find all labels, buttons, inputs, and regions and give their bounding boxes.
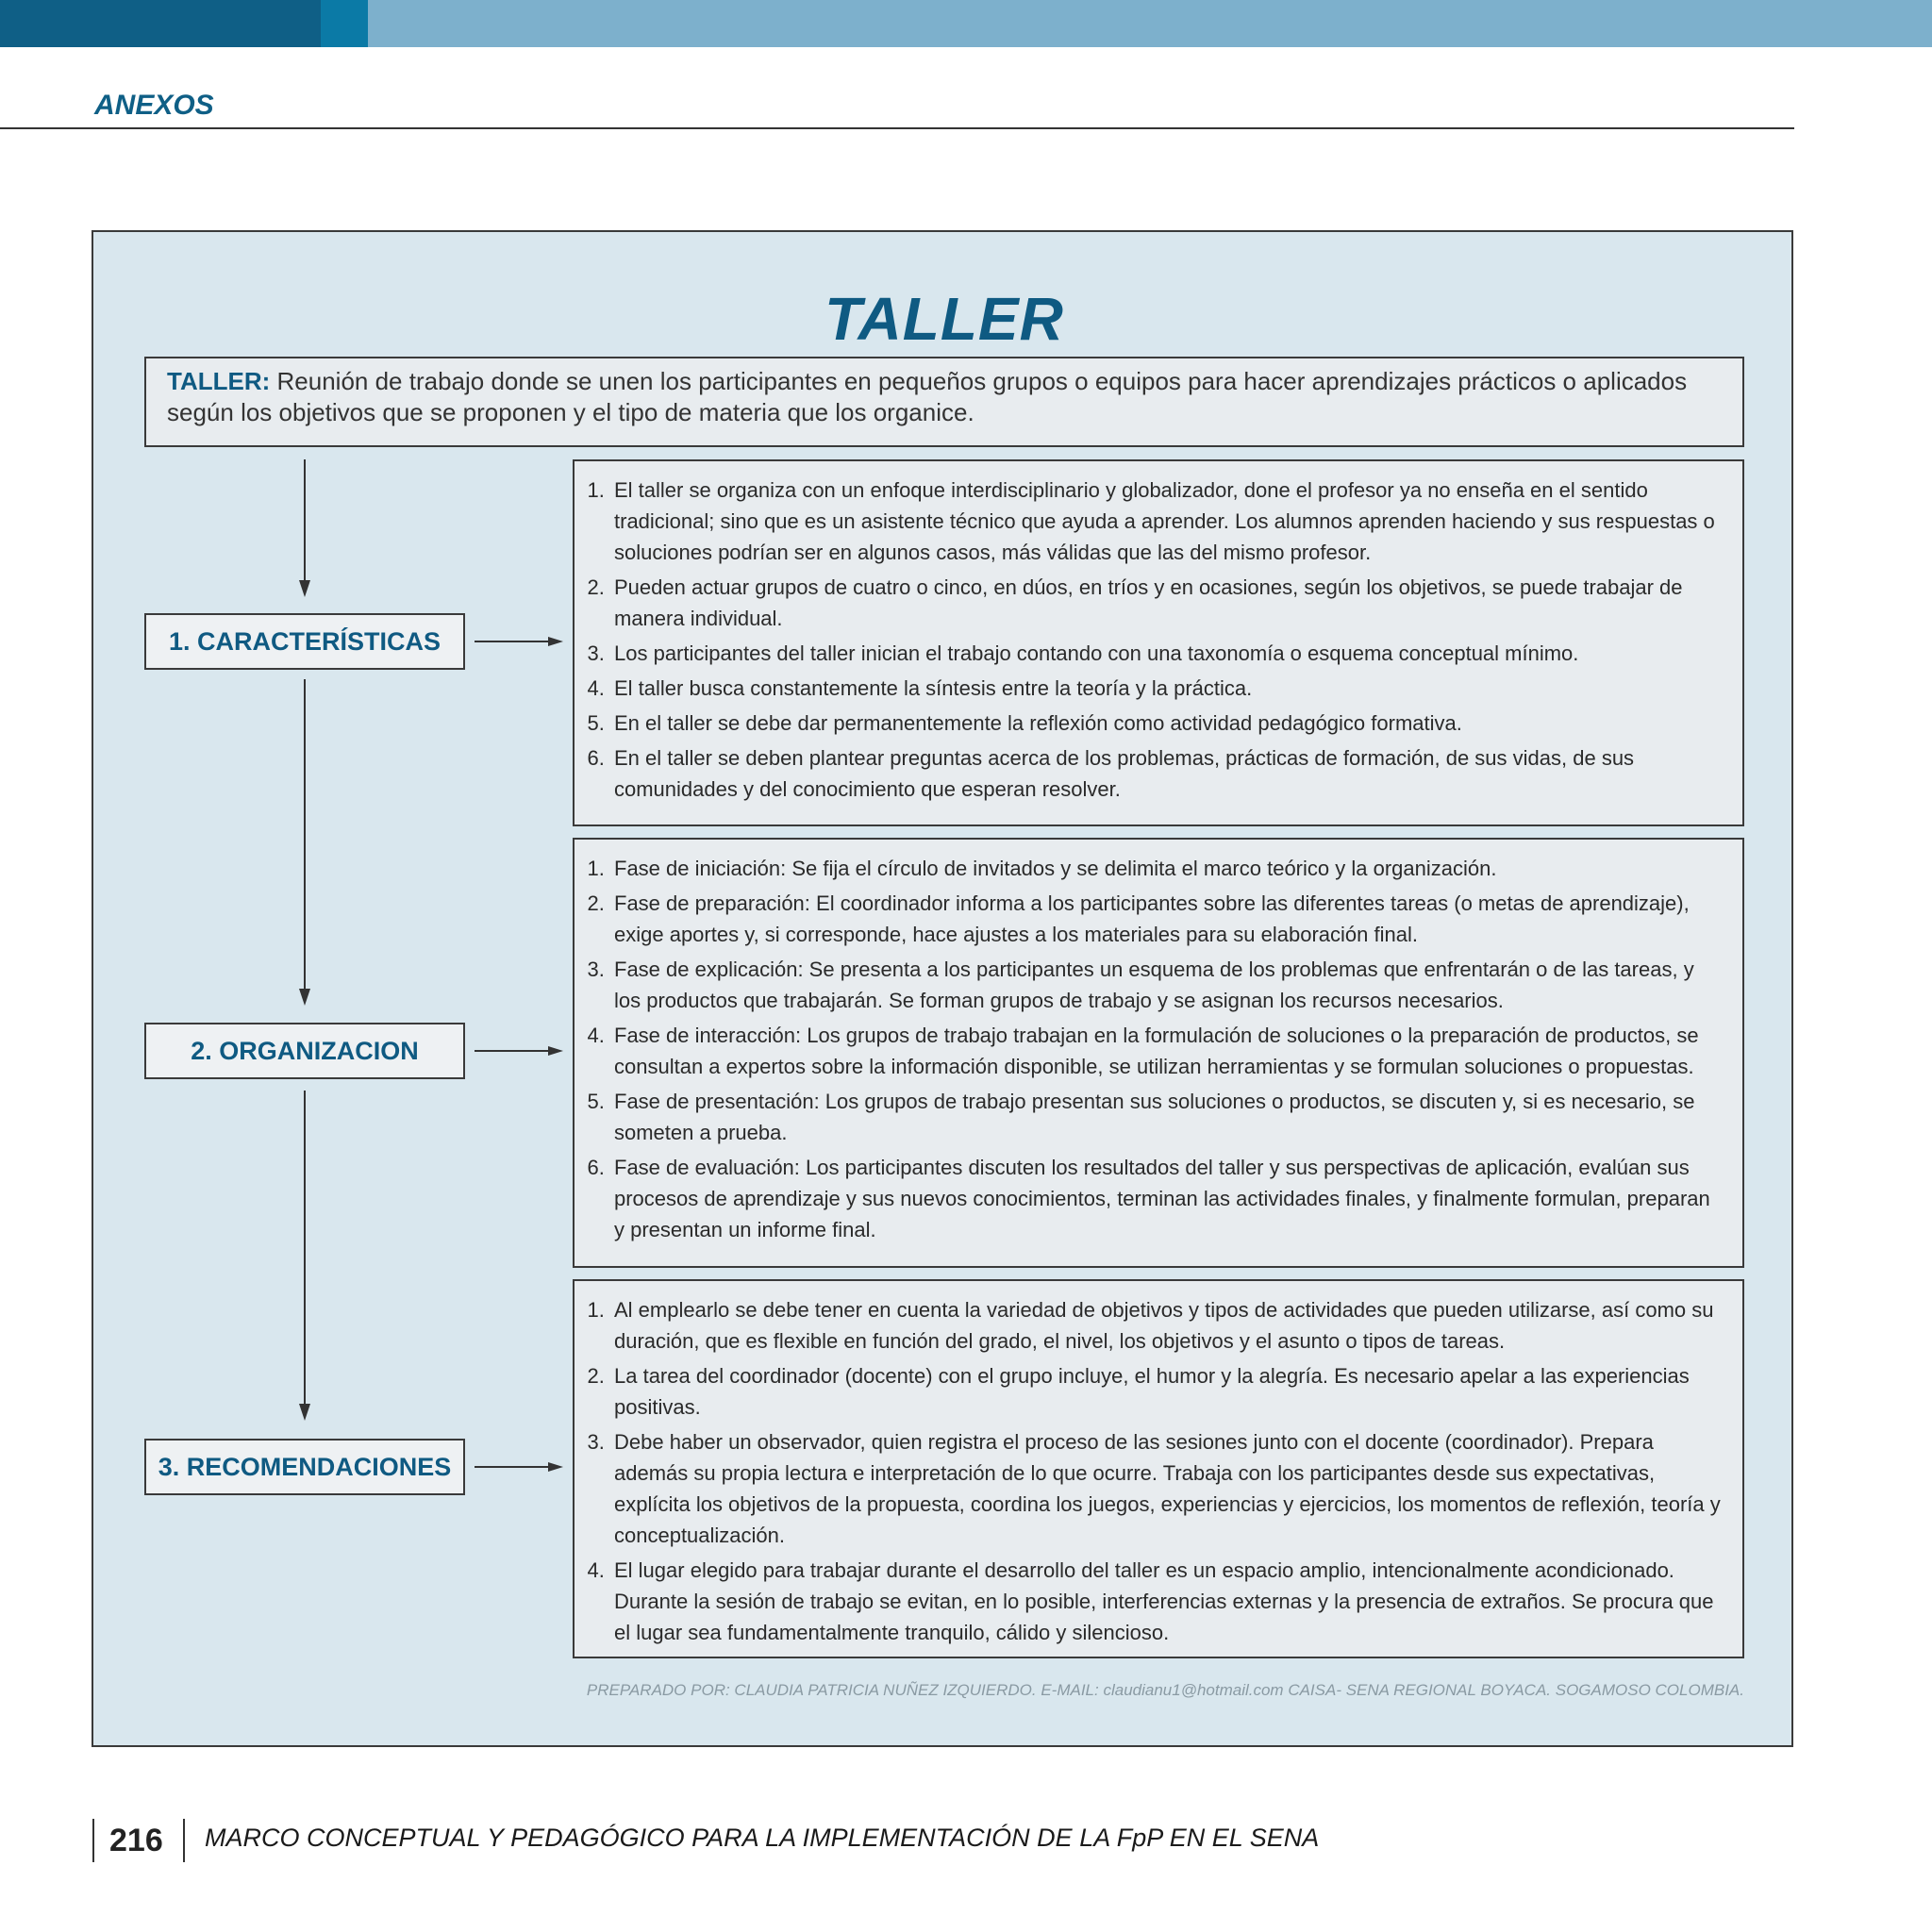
connector-line-1	[475, 641, 550, 642]
list-item: 3. Los participantes del taller inician el trabajo contando con una taxonomía o esquema conceptual mínimo.	[610, 638, 1725, 669]
list-item: 5. En el taller se debe dar permanentemente la reflexión como actividad pedagógico formativa.	[610, 708, 1725, 739]
organizacion-list	[588, 853, 1725, 1245]
flow-line-3	[304, 1091, 306, 1406]
panel-title: TALLER	[824, 285, 1064, 353]
flow-arrow-down-1	[299, 580, 310, 597]
list-item: 1. Fase de iniciación: Se fija el círculo de invitados y se delimita el marco teórico y la organización.	[610, 853, 1725, 884]
connector-arrow-2	[548, 1046, 563, 1056]
definition-lead: TALLER:	[167, 367, 271, 395]
flow-arrow-down-3	[299, 1404, 310, 1421]
content-caracteristicas	[573, 459, 1744, 826]
footer-divider-right	[183, 1819, 185, 1862]
header-rule	[0, 127, 1794, 129]
content-organizacion	[573, 838, 1744, 1268]
list-item: 2. Pueden actuar grupos de cuatro o cinco, en dúos, en tríos y en ocasiones, según los objetivos, se puede trabajar de manera individual.	[610, 572, 1725, 634]
flow-line-2	[304, 679, 306, 991]
list-item: 4. El lugar elegido para trabajar durante el desarrollo del taller es un espacio amplio, intencionalmente acondicionado. Durante la sesión de trabajo se evitan, en lo posible, interferencias externas y la presencia de extraños. Se procura que el lugar sea fundamentalmente tranquilo, cálido y silencioso.	[610, 1555, 1725, 1648]
footer-divider-left	[92, 1819, 94, 1862]
credit-line: PREPARADO POR: CLAUDIA PATRICIA NUÑEZ IZQUIERDO. E-MAIL: claudianu1@hotmail.com CAISA- SENA REGIONAL BOYACA. SOGAMOSO COLOMBIA.	[586, 1681, 1744, 1699]
list-item: 6. Fase de evaluación: Los participantes discuten los resultados del taller y sus perspectivas de aplicación, evalúan sus procesos de aprendizaje y sus nuevos conocimientos, terminan las actividades finales, y finalmente formulan, preparan y presentan un informe final.	[610, 1152, 1725, 1245]
flow-line-1	[304, 459, 306, 582]
list-item: 4. Fase de interacción: Los grupos de trabajo trabajan en la formulación de soluciones o la preparación de productos, se consultan a expertos sobre la información disponible, se utilizan herramientas y se formulan soluciones o propuestas.	[610, 1020, 1725, 1082]
label-recomendaciones: 3. RECOMENDACIONES	[144, 1439, 465, 1495]
content-recomendaciones	[573, 1279, 1744, 1658]
flow-arrow-down-2	[299, 989, 310, 1006]
list-item: 5. Fase de presentación: Los grupos de trabajo presentan sus soluciones o productos, se discuten y, si es necesario, se someten a prueba.	[610, 1086, 1725, 1148]
label-caracteristicas: 1. CARACTERÍSTICAS	[144, 613, 465, 670]
recomendaciones-list	[588, 1294, 1725, 1648]
footer-title: MARCO CONCEPTUAL Y PEDAGÓGICO PARA LA IMPLEMENTACIÓN DE LA FpP EN EL SENA	[205, 1824, 1320, 1852]
list-item: 4. El taller busca constantemente la síntesis entre la teoría y la práctica.	[610, 673, 1725, 704]
caracteristicas-list	[588, 475, 1725, 805]
list-item: 3. Fase de explicación: Se presenta a los participantes un esquema de los problemas que enfrentarán o de las tareas, y los productos que trabajarán. Se forman grupos de trabajo y se asignan los recursos necesarios.	[610, 954, 1725, 1016]
list-item: 1. Al emplearlo se debe tener en cuenta la variedad de objetivos y tipos de actividades que pueden utilizarse, así como su duración, que es flexible en función del grado, el nivel, los objetivos y el asunto o tipos de tareas.	[610, 1294, 1725, 1357]
list-item: 1. El taller se organiza con un enfoque interdisciplinario y globalizador, done el profesor ya no enseña en el sentido tradicional; sino que es un asistente técnico que ayuda a aprender. Los alumnos aprenden haciendo y sus respuestas o soluciones podrían ser en algunos casos, más válidas que las del mismo profesor.	[610, 475, 1725, 568]
list-item: 3. Debe haber un observador, quien registra el proceso de las sesiones junto con el docente (coordinador). Prepara además su propia lectura e interpretación de lo que ocurre. Trabaja con los participantes desde sus expectativas, explícita los objetivos de la propuesta, coordina los juegos, experiencias y ejercicios, los momentos de reflexión, teoría y conceptualización.	[610, 1426, 1725, 1551]
top-color-bar	[0, 0, 1932, 47]
connector-arrow-3	[548, 1462, 563, 1472]
top-bar-dark-segment	[0, 0, 321, 47]
list-item: 2. Fase de preparación: El coordinador informa a los participantes sobre las diferentes tareas (o metas de aprendizaje), exige aportes y, si corresponde, hace ajustes a los materiales para su elaboración final.	[610, 888, 1725, 950]
list-item: 6. En el taller se deben plantear preguntas acerca de los problemas, prácticas de formación, de sus vidas, de sus comunidades y del conocimiento que esperan resolver.	[610, 742, 1725, 805]
connector-line-2	[475, 1050, 550, 1052]
connector-line-3	[475, 1466, 550, 1468]
label-organizacion: 2. ORGANIZACION	[144, 1023, 465, 1079]
taller-panel	[92, 230, 1793, 1747]
top-bar-mid-segment	[321, 0, 368, 47]
definition-text: Reunión de trabajo donde se unen los participantes en pequeños grupos o equipos para hacer aprendizajes prácticos o aplicados según los objetivos que se proponen y el tipo de materia que los organice.	[167, 367, 1688, 426]
section-heading: ANEXOS	[94, 90, 214, 121]
connector-arrow-1	[548, 637, 563, 646]
page-number: 216	[109, 1823, 163, 1858]
list-item: 2. La tarea del coordinador (docente) con el grupo incluye, el humor y la alegría. Es necesario apelar a las experiencias positivas.	[610, 1360, 1725, 1423]
definition-box	[144, 357, 1744, 447]
